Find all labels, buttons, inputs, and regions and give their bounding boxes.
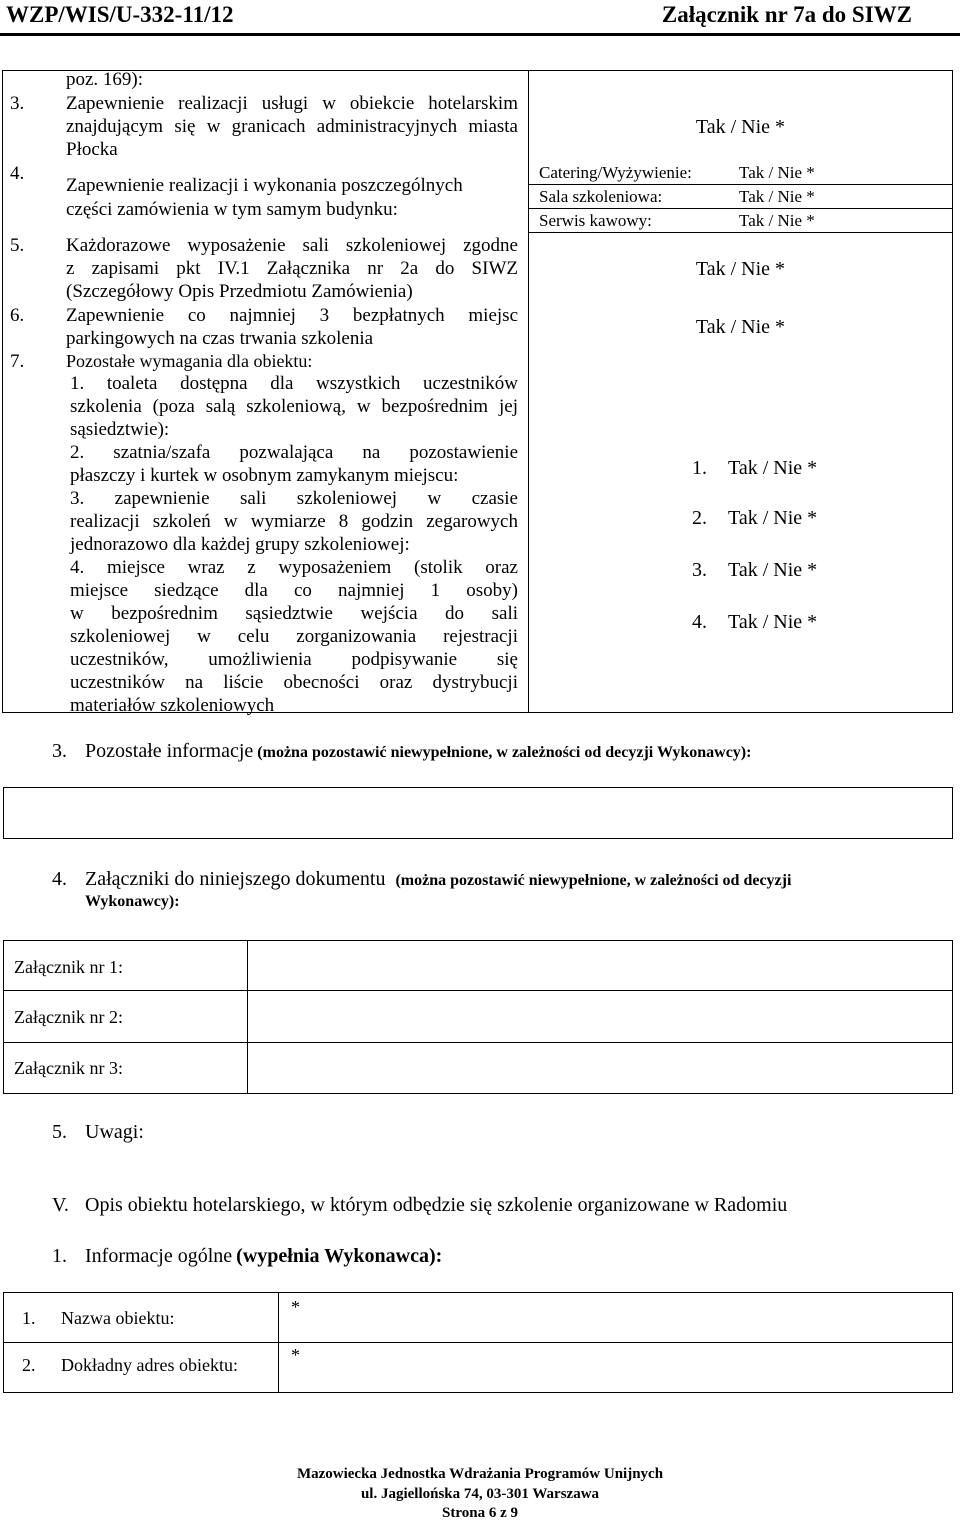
- attachment-2-label: Załącznik nr 2:: [14, 1007, 123, 1027]
- object-name-label: Nazwa obiektu:: [61, 1308, 175, 1328]
- footer-page-number: Strona 6 z 9: [442, 1505, 518, 1521]
- row-3-text-line: Płocka: [66, 139, 118, 160]
- sub-answer-divider: [528, 232, 953, 233]
- object-address-asterisk: *: [291, 1345, 300, 1365]
- row-4-text-line: części zamówienia w tym samym budynku:: [66, 199, 398, 220]
- row-6-number: 6.: [10, 305, 25, 326]
- subitem-1-line: szkolenia (poza salą szkoleniową, w bezpośrednim jej: [70, 396, 518, 417]
- subitem-3-answer[interactable]: Tak / Nie *: [728, 559, 818, 581]
- header-divider: [0, 33, 960, 36]
- subitem-4-line: szkoleniowej w celu zorganizowania rejestracji: [70, 626, 518, 647]
- row-5-text-line: (Szczegółowy Opis Przedmiotu Zamówienia): [66, 281, 413, 302]
- subitem-1-line: sąsiedztwie):: [70, 419, 170, 440]
- row-7-text-line: Pozostałe wymagania dla obiektu:: [66, 351, 313, 371]
- row-3-text-line: znajdującym się w granicach administracyjnych miasta: [66, 116, 518, 137]
- document-code: WZP/WIS/U-332-11/12: [6, 2, 234, 27]
- subitem-3-line: jednorazowo dla każdej grupy szkoleniowej:: [70, 534, 410, 555]
- row-3-number: 3.: [10, 93, 25, 114]
- section-3-note: (można pozostawić niewypełnione, w zależności od decyzji Wykonawcy):: [257, 744, 752, 761]
- coffee-service-answer[interactable]: Tak / Nie *: [739, 211, 815, 230]
- row-5-text-line: z zapisami pkt IV.1 Załącznika nr 2a do SIWZ: [66, 258, 518, 279]
- subitem-4-line: miejsce siedzące dla co najmniej 1 osoby): [70, 580, 518, 601]
- section-v1-heading: [85, 1245, 442, 1268]
- subitem-3-answer-number: 3.: [692, 559, 707, 581]
- subitem-2-line: płaszczy i kurtek w osobnym zamykanym miejscu:: [70, 465, 459, 486]
- object-address-label: Dokładny adres obiektu:: [61, 1355, 238, 1375]
- subitem-4-answer-number: 4.: [692, 611, 707, 633]
- section-3-number: 3.: [52, 740, 67, 762]
- attachment-1-label: Załącznik nr 1:: [14, 957, 123, 977]
- row-6-text-line: Zapewnienie co najmniej 3 bezpłatnych miejsc: [66, 305, 518, 326]
- object-name-asterisk: *: [291, 1297, 300, 1317]
- subitem-1-answer[interactable]: Tak / Nie *: [728, 457, 818, 479]
- section-v1-title: Informacje ogólne: [85, 1245, 233, 1267]
- row-7-number: 7.: [10, 351, 25, 372]
- section-3-title: Pozostałe informacje: [85, 740, 254, 762]
- subitem-1-answer-number: 1.: [692, 457, 707, 479]
- catering-answer[interactable]: Tak / Nie *: [739, 163, 815, 182]
- row-5-text-line: Każdorazowe wyposażenie sali szkoleniowej zgodne: [66, 235, 518, 256]
- subitem-3-line: 3. zapewnienie sali szkoleniowej w czasie: [70, 488, 518, 509]
- row-3-answer[interactable]: Tak / Nie *: [695, 116, 786, 138]
- training-room-answer[interactable]: Tak / Nie *: [739, 187, 815, 206]
- subitem-4-answer[interactable]: Tak / Nie *: [728, 611, 818, 633]
- row-6-text-line: parkingowych na czas trwania szkolenia: [66, 328, 374, 349]
- row-continuation: poz. 169):: [66, 69, 144, 90]
- section-4-note: (można pozostawić niewypełnione, w zależności od decyzji: [395, 872, 792, 889]
- attachment-3-label: Załącznik nr 3:: [14, 1058, 123, 1078]
- section-4-number: 4.: [52, 868, 67, 890]
- attachment-value-field[interactable]: [247, 990, 953, 1043]
- object-name-field[interactable]: [278, 1292, 953, 1343]
- sub-answer-divider: [528, 208, 953, 209]
- section-v1-number: 1.: [52, 1245, 67, 1267]
- object-address-number: 2.: [22, 1355, 36, 1375]
- catering-label: Catering/Wyżywienie:: [539, 163, 692, 182]
- section-4-note-continued: Wykonawcy):: [85, 893, 180, 910]
- section-v1-note: (wypełnia Wykonawca):: [236, 1245, 443, 1267]
- sub-answer-divider: [528, 184, 953, 185]
- footer-address: ul. Jagiellońska 74, 03-301 Warszawa: [360, 1486, 600, 1502]
- row-3-text-line: Zapewnienie realizacji usługi w obiekcie hotelarskim: [66, 93, 518, 114]
- coffee-service-label: Serwis kawowy:: [539, 211, 652, 230]
- footer-organization: Mazowiecka Jednostka Wdrażania Programów Unijnych: [296, 1466, 664, 1482]
- section-4-heading: [85, 868, 791, 891]
- subitem-3-line: realizacji szkoleń w wymiarze 8 godzin zegarowych: [70, 511, 518, 532]
- section-4-title: Załączniki do niniejszego dokumentu: [85, 868, 386, 890]
- section-5-title: Uwagi:: [85, 1121, 144, 1143]
- subitem-4-line: w bezpośrednim sąsiedztwie wejścia do sali: [70, 603, 518, 624]
- row-5-answer[interactable]: Tak / Nie *: [695, 258, 786, 280]
- other-info-field[interactable]: [3, 787, 953, 839]
- attachment-title: Załącznik nr 7a do SIWZ: [661, 2, 912, 27]
- attachment-value-field[interactable]: [247, 1042, 953, 1094]
- attachment-value-field[interactable]: [247, 940, 953, 991]
- section-3-heading: [85, 740, 751, 763]
- section-v-title: Opis obiektu hotelarskiego, w którym odbędzie się szkolenie organizowane w Radomiu: [85, 1194, 788, 1216]
- section-v-number: V.: [52, 1194, 69, 1216]
- subitem-4-line: 4. miejsce wraz z wyposażeniem (stolik oraz: [70, 557, 518, 578]
- subitem-4-line: uczestników, umożliwienia podpisywanie się: [70, 649, 518, 670]
- subitem-4-line: materiałów szkoleniowych: [70, 695, 275, 716]
- subitem-2-line: 2. szatnia/szafa pozwalająca na pozostawienie: [70, 442, 518, 463]
- row-4-number: 4.: [10, 163, 25, 184]
- row-6-answer[interactable]: Tak / Nie *: [695, 316, 786, 338]
- object-address-field[interactable]: [278, 1342, 953, 1393]
- row-4-text-line: Zapewnienie realizacji i wykonania poszczególnych: [66, 175, 463, 196]
- subitem-4-line: uczestników na liście obecności oraz dystrybucji: [70, 672, 518, 693]
- row-5-number: 5.: [10, 235, 25, 256]
- training-room-label: Sala szkoleniowa:: [539, 187, 663, 206]
- subitem-2-answer[interactable]: Tak / Nie *: [728, 507, 818, 529]
- subitem-1-line: 1. toaleta dostępna dla wszystkich uczestników: [70, 373, 518, 394]
- subitem-2-answer-number: 2.: [692, 507, 707, 529]
- object-name-number: 1.: [22, 1308, 36, 1328]
- section-5-number: 5.: [52, 1121, 67, 1143]
